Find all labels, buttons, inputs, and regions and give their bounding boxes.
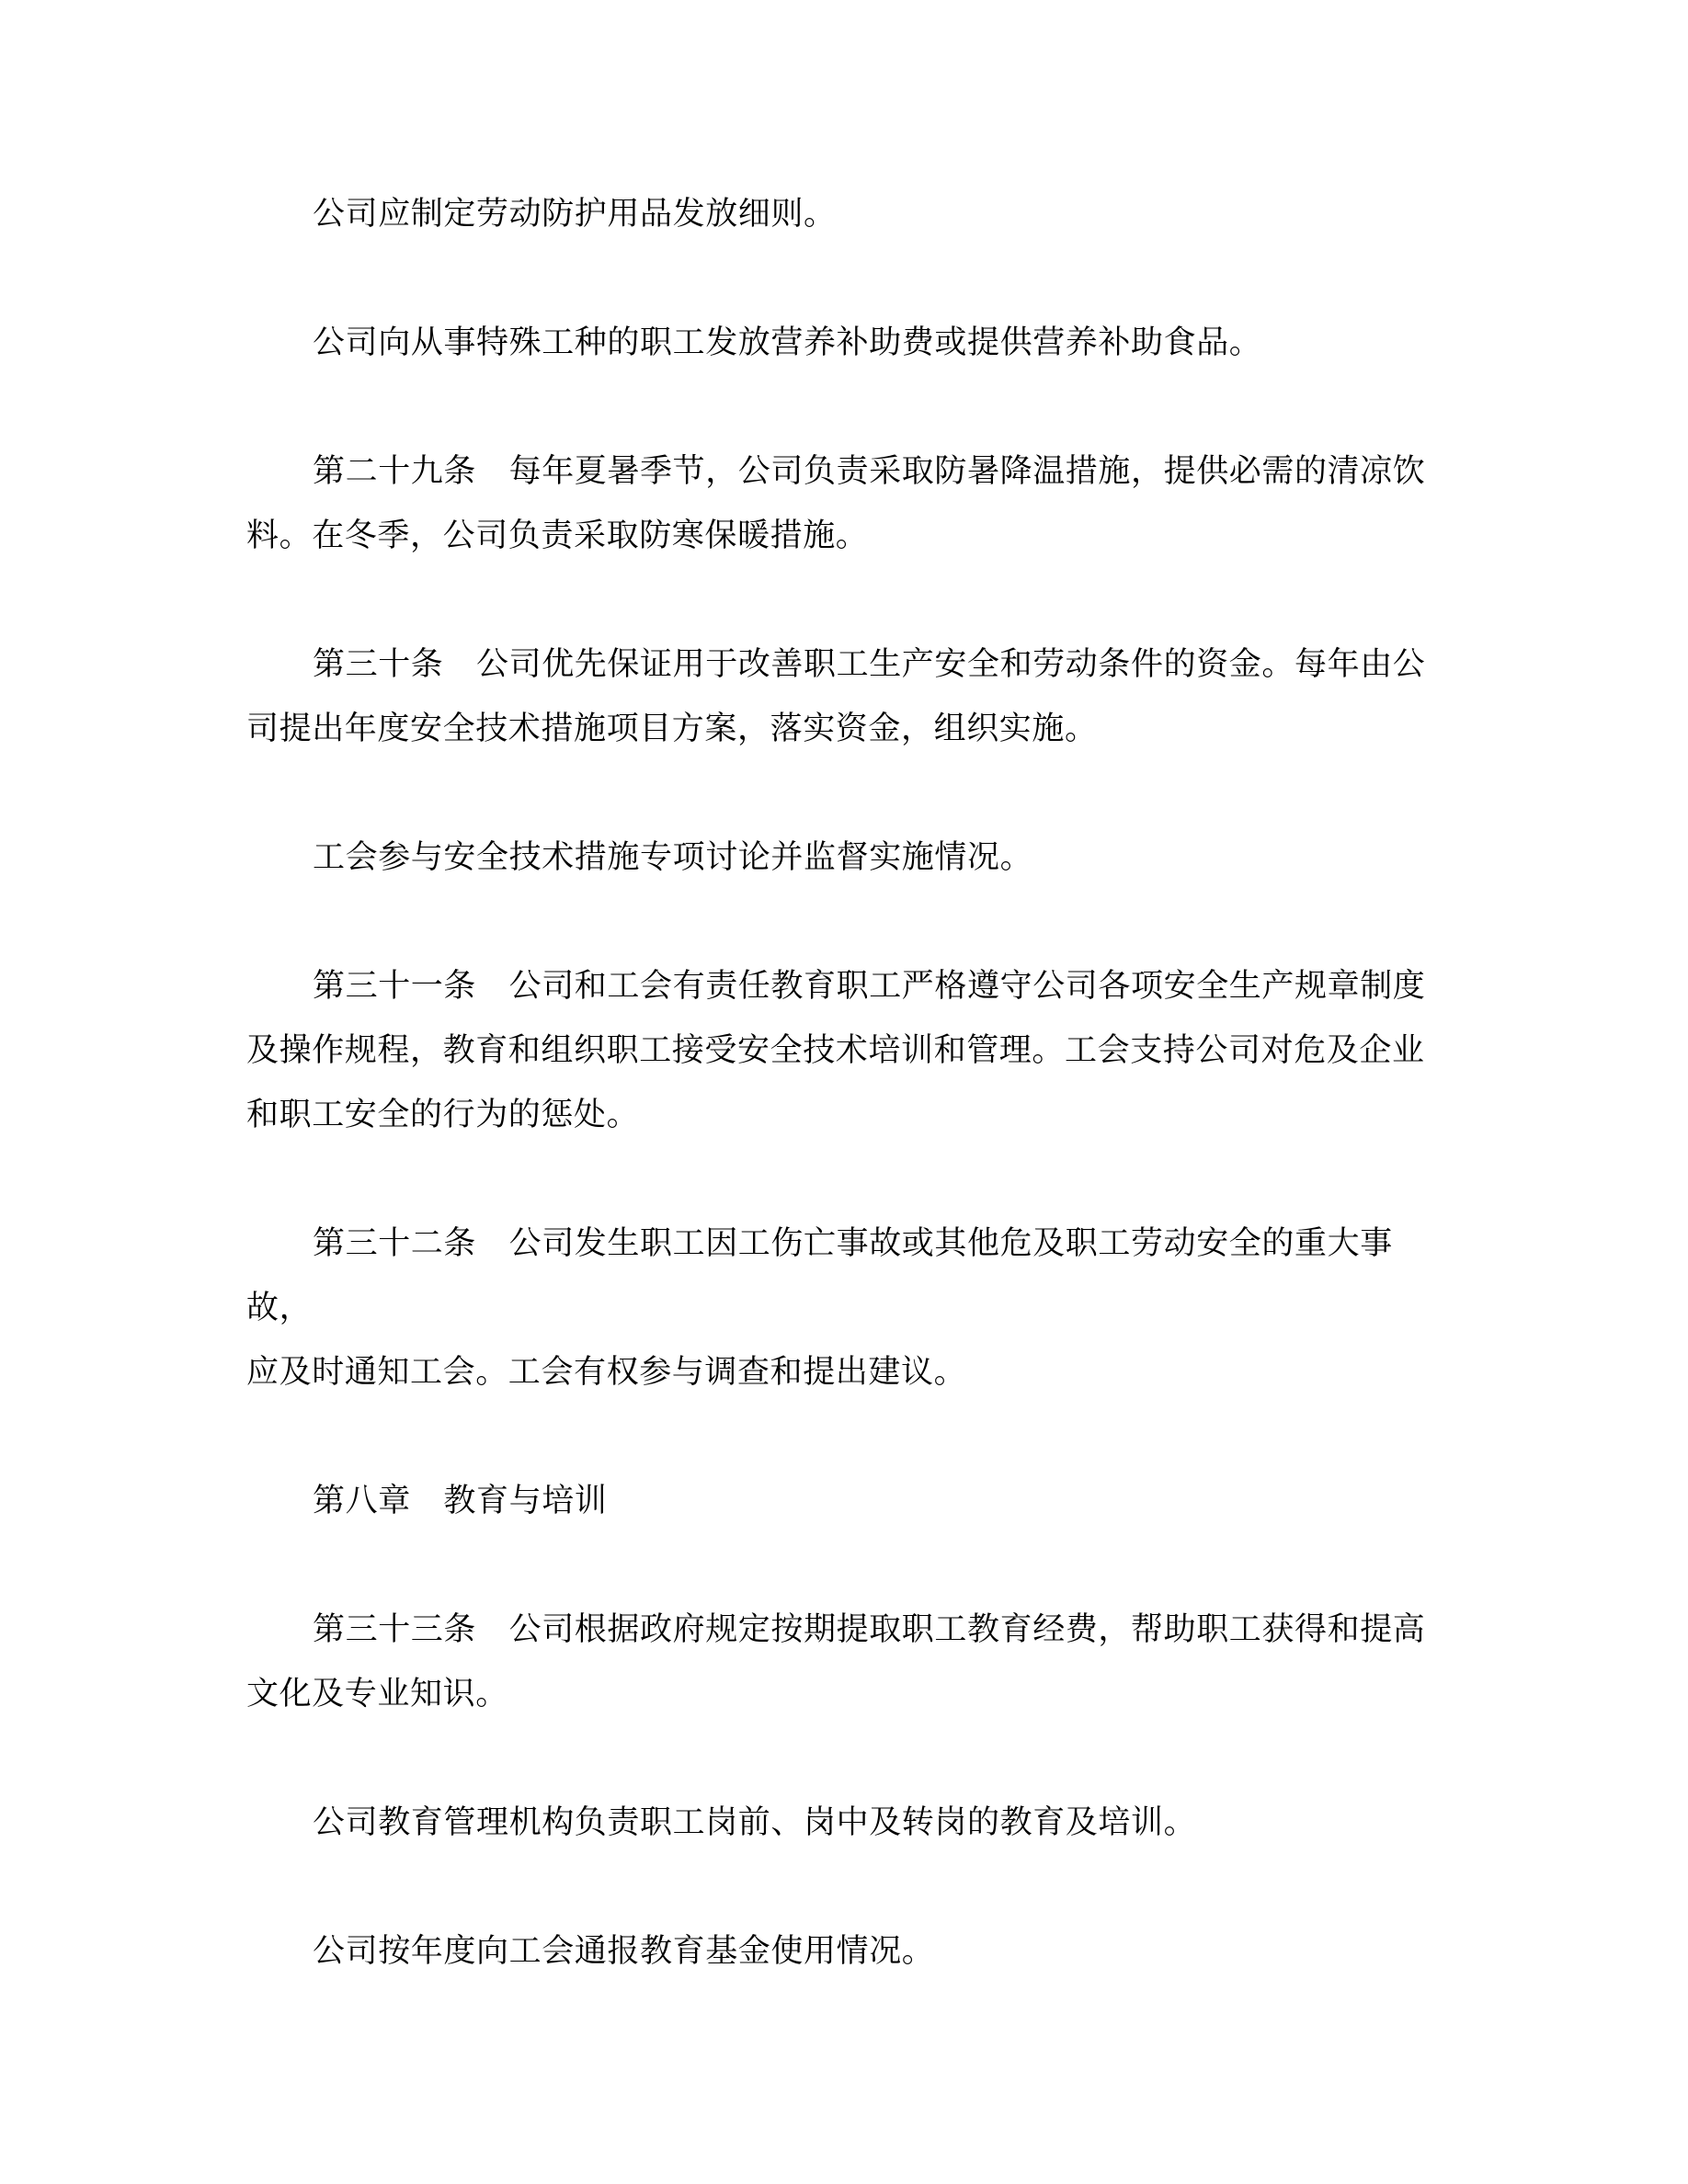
paragraph-2 <box>246 311 1442 375</box>
paragraph-education-fund <box>246 1919 1442 1984</box>
text-line: 第三十二条 公司发生职工因工伤亡事故或其他危及职工劳动安全的重大事 <box>313 1225 1393 1262</box>
text-line: 公司按年度向工会通报教育基金使用情况。 <box>313 1933 935 1970</box>
paragraph-article-32 <box>246 1211 1442 1405</box>
text-line: 第三十条 公司优先保证用于改善职工生产安全和劳动条件的资金。每年由公 <box>313 646 1426 683</box>
text-line: 和职工安全的行为的惩处。 <box>246 1097 640 1133</box>
paragraph-article-31 <box>246 954 1442 1147</box>
paragraph-article-29 <box>246 439 1442 568</box>
text-line: 第三十三条 公司根据政府规定按期提取职工教育经费，帮助职工获得和提高 <box>313 1611 1426 1648</box>
paragraph-1 <box>246 182 1442 246</box>
text-line: 公司教育管理机构负责职工岗前、岗中及转岗的教育及培训。 <box>313 1804 1197 1841</box>
text-line: 应及时通知工会。工会有权参与调查和提出建议。 <box>246 1354 967 1391</box>
text-line: 第八章 教育与培训 <box>313 1483 608 1519</box>
text-line: 故， <box>246 1290 313 1326</box>
text-line: 工会参与安全技术措施专项讨论并监督实施情况。 <box>313 839 1033 876</box>
text-line: 公司应制定劳动防护用品发放细则。 <box>313 196 837 233</box>
chapter-8-heading <box>246 1469 1442 1533</box>
text-line: 司提出年度安全技术措施项目方案，落实资金，组织实施。 <box>246 711 1098 747</box>
paragraph-article-30 <box>246 632 1442 761</box>
text-line: 文化及专业知识。 <box>246 1676 508 1712</box>
text-line: 第三十一条 公司和工会有责任教育职工严格遵守公司各项安全生产规章制度 <box>313 968 1426 1005</box>
text-line: 及操作规程，教育和组织职工接受安全技术培训和管理。工会支持公司对危及企业 <box>246 1032 1425 1069</box>
paragraph-union-participation <box>246 825 1442 890</box>
text-line: 料。在冬季，公司负责采取防寒保暖措施。 <box>246 518 869 554</box>
paragraph-education-management <box>246 1791 1442 1855</box>
text-line: 公司向从事特殊工种的职工发放营养补助费或提供营养补助食品。 <box>313 324 1262 361</box>
paragraph-article-33 <box>246 1598 1442 1726</box>
text-line: 第二十九条 每年夏暑季节，公司负责采取防暑降温措施，提供必需的清凉饮 <box>313 453 1426 490</box>
